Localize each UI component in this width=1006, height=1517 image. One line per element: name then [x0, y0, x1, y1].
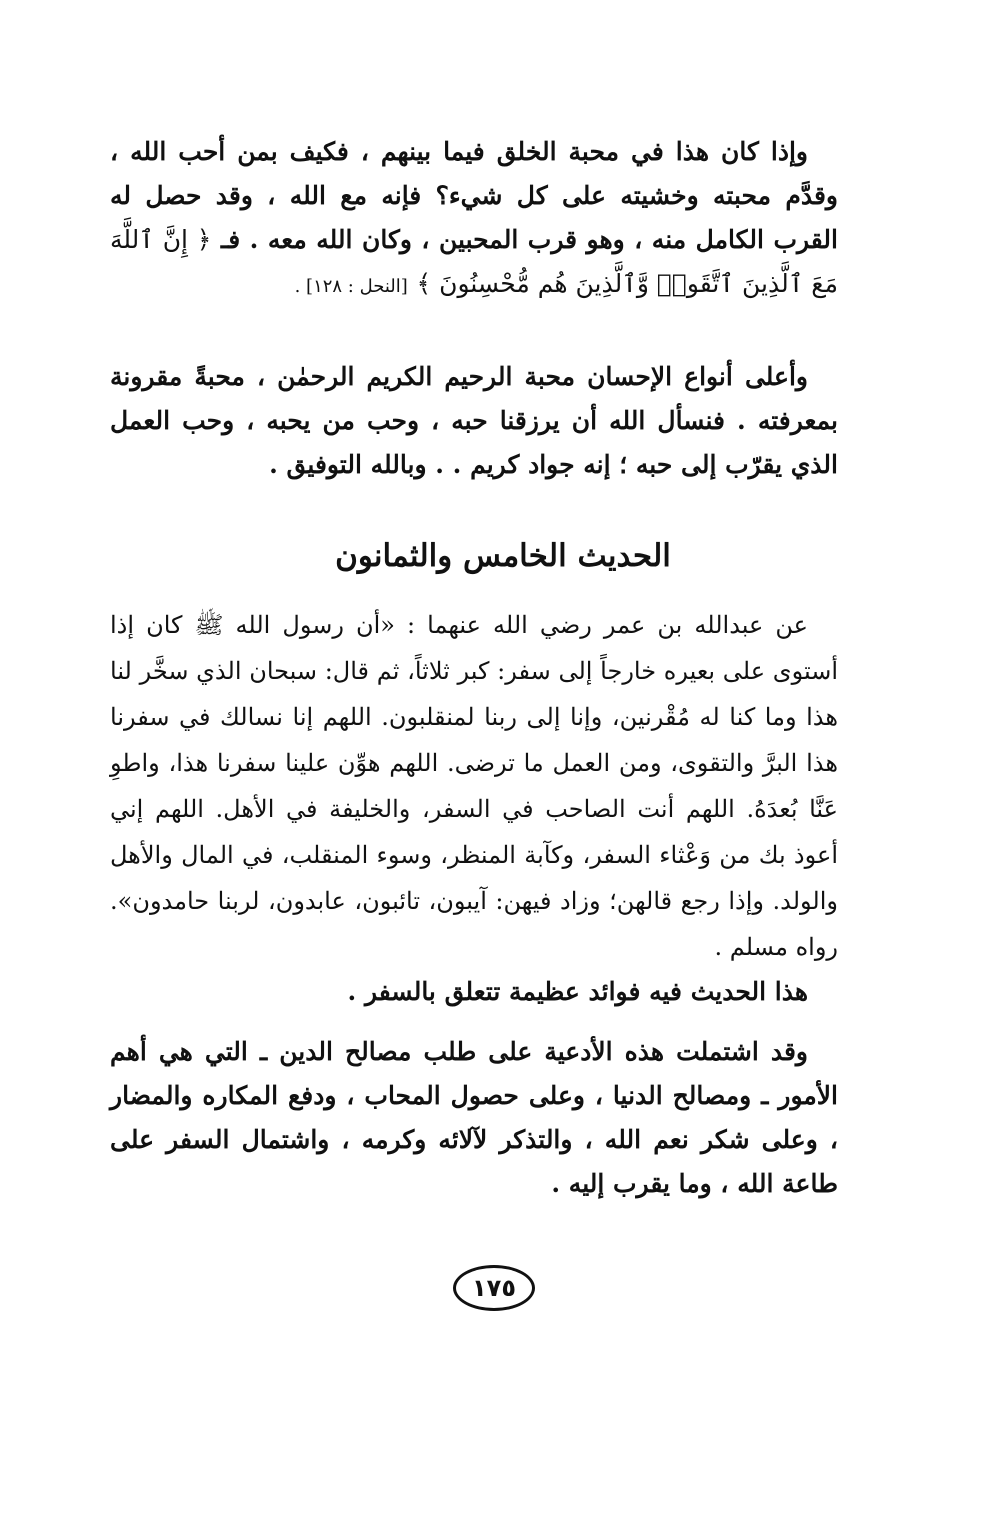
hadith-text: عن عبدالله بن عمر رضي الله عنهما : «أن رسول الله ﷺ كان إذا أستوى على بعيره خارجاً إلى سفر: كبر ثلاثاً، ثم قال: سبحان الذي سخَّر لنا هذا وما كنا له مُقْرنين، وإنا إلى ربنا لمنقلبون. اللهم إنا نسالك في سفرنا هذا البرَّ والتقوى، ومن العمل ما ترضى. اللهم هوِّن علينا سفرنا هذا، واطوِ عَنَّا بُعدَهُ. اللهم أنت الصاحب في السفر، والخليفة في الأهل. اللهم إني أعوذ بك من وَعْثاء السفر، وكآبة المنظر، وسوء المنقلب، في المال والأهل والولد. وإذا رجع قالهن؛ وزاد فيهن: آيبون، تائبون، عابدون، لربنا حامدون». رواه مسلم .: [110, 611, 838, 961]
page-number: ١٧٥: [453, 1265, 535, 1311]
paragraph-3: [110, 970, 838, 1014]
verse-reference: [النحل : ١٢٨] .: [294, 276, 408, 297]
paragraph-1: [110, 130, 838, 309]
paragraph-3-text: هذا الحديث فيه فوائد عظيمة تتعلق بالسفر .: [347, 977, 808, 1006]
paragraph-4-text: وقد اشتملت هذه الأدعية على طلب مصالح الدين ـ التي هي أهم الأمور ـ ومصالح الدنيا ، وعلى حصول المحاب ، ودفع المكاره والمضار ، وعلى شكر نعم الله ، والتذكر لآلائه وكرمه ، واشتمال السفر على طاعة الله ، وما يقرب إليه .: [110, 1037, 838, 1198]
paragraph-4: [110, 1030, 838, 1206]
paragraph-1-text: وإذا كان هذا في محبة الخلق فيما بينهم ، فكيف بمن أحب الله ، وقدَّم محبته وخشيته على كل شيء؟ فإنه مع الله ، وقد حصل له القرب الكامل منه ، وهو قرب المحبين ، وكان الله معه . فـ: [110, 137, 838, 254]
quran-verse: ﴿ إِنَّ ٱللَّهَ مَعَ ٱلَّذِينَ ٱتَّقَوا۟ وَّٱلَّذِينَ هُم مُّحْسِنُونَ ﴾: [110, 225, 838, 298]
section-heading: الحديث الخامس والثمانون: [335, 538, 671, 574]
paragraph-2: [110, 355, 838, 487]
hadith-paragraph: [110, 602, 838, 970]
paragraph-2-text: وأعلى أنواع الإحسان محبة الرحيم الكريم الرحمٰن ، محبةً مقرونة بمعرفته . فنسأل الله أن يرزقنا حبه ، وحب من يحبه ، وحب العمل الذي يقرّب إلى حبه ؛ إنه جواد كريم . . وبالله التوفيق .: [110, 362, 838, 479]
